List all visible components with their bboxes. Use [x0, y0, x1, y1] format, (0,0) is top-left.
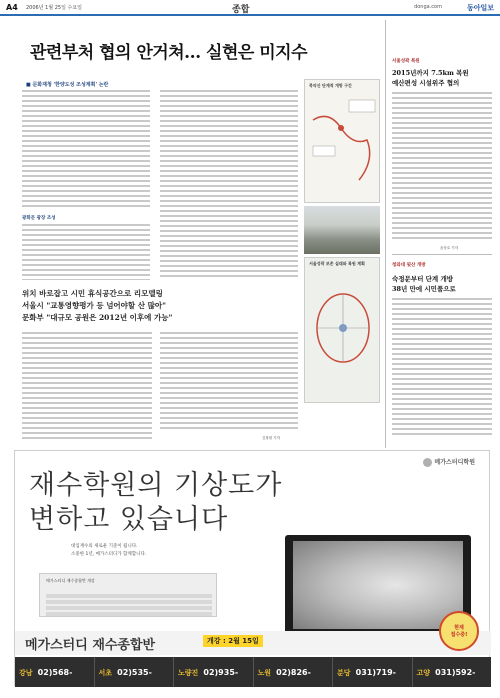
branch-item[interactable] — [15, 657, 95, 696]
sidebar-text — [392, 298, 492, 438]
ad-copy-line: 대입재수의 새로운 기준이 됩니다. — [71, 544, 138, 549]
map-graphic — [305, 80, 381, 204]
offer-lines — [46, 594, 212, 618]
paper-logo: 동아일보 — [466, 4, 494, 12]
offer-title: 메가스터디 재수종합반 개강 — [46, 578, 95, 583]
ad-copy — [71, 543, 146, 559]
branch-name: 노원 — [257, 669, 272, 677]
article-column-4 — [160, 332, 298, 432]
box-label: 광화문 광장 조성 — [22, 216, 56, 221]
headline: 관련부처 협의 안거쳐… 실현은 미지수 — [30, 43, 308, 63]
open-date-badge: 개강 : 2월 15일 — [203, 635, 263, 647]
article-column-1 — [22, 90, 150, 210]
branch-phone: 031)719-3433 — [337, 668, 396, 696]
map-title: 북악산 단계적 개방 구간 — [309, 83, 352, 88]
byline: 김창원 기자 — [262, 436, 281, 440]
page-number: A4 — [6, 3, 18, 12]
deck-line: 위치 바로잡고 시민 휴식공간으로 리모델링 — [22, 289, 163, 298]
branch-name: 고양 — [416, 669, 431, 677]
ad-headline — [29, 469, 282, 537]
website: donga.com — [414, 4, 442, 10]
byline: 윤상호 기자 — [440, 246, 459, 250]
issue-date: 2006년 1월 25일 수요일 — [26, 5, 83, 11]
sidebar-headline-line: 38년 만에 시민품으로 — [392, 285, 456, 293]
map-title: 서울성곽 보존 실태와 복원 계획 — [309, 261, 365, 266]
masthead — [0, 0, 500, 16]
branch-item[interactable] — [174, 657, 254, 696]
column-divider — [385, 20, 386, 448]
map-wall — [304, 257, 380, 403]
branch-item[interactable] — [254, 657, 334, 696]
branch-name: 강남 — [19, 669, 33, 677]
article-column-3 — [22, 332, 152, 442]
box-text — [22, 224, 150, 280]
sidebar-headline — [392, 274, 492, 294]
branch-item[interactable] — [413, 657, 492, 696]
branch-phone: 02)935-3378 — [178, 668, 239, 696]
badge-line: 접수중! — [450, 632, 468, 638]
article-column-2 — [160, 90, 298, 280]
section-name: 종합 — [232, 5, 250, 15]
map-trail — [304, 79, 380, 203]
sidebar-headline-line: 숙정문부터 단계 개방 — [392, 275, 454, 283]
ad-logo-text: 메가스터디학원 — [434, 459, 475, 466]
branch-name: 분당 — [337, 669, 351, 677]
ad-copy-line: 소중한 1년, 메가스터디가 함께합니다. — [71, 552, 147, 557]
sidebar-headline-line: 2015년까지 7.5km 복원 — [392, 69, 469, 77]
sidebar-headline-line: 예산편성 시설위주 협의 — [392, 79, 460, 87]
ad-brand: 메가스터디 재수종합반 — [25, 638, 156, 653]
sidebar-label: 서울성곽 복원 — [392, 59, 420, 64]
branch-item[interactable] — [333, 657, 413, 696]
branch-phone: 02)826-1800 — [257, 668, 311, 696]
weather-map-screen — [293, 541, 463, 629]
advertisement[interactable] — [14, 450, 490, 696]
badge-line: 현재 — [454, 625, 464, 631]
ad-headline-line: 변하고 있습니다 — [29, 504, 229, 535]
branch-phone: 02)568-3800 — [19, 668, 73, 696]
subhead: ■ 문화재청 '한양도성 조성계획' 논란 — [26, 82, 109, 88]
branch-list — [15, 657, 491, 696]
sidebar-label: 청와대 뒷산 개방 — [392, 263, 426, 268]
sidebar-headline — [392, 68, 492, 88]
branch-phone: 02)535-5678 — [98, 668, 152, 696]
ad-logo — [423, 457, 475, 467]
deck-line: 문화부 "대규모 공원은 2012년 이후에 가능" — [22, 313, 173, 322]
sidebar-divider — [392, 254, 492, 255]
deck-line: 서울시 "교통영향평가 등 넘어야할 산 많아" — [22, 301, 167, 310]
logo-mark-icon — [423, 458, 432, 467]
map-graphic — [305, 258, 381, 404]
branch-item[interactable] — [95, 657, 175, 696]
branch-name: 서초 — [98, 669, 113, 677]
sidebar-text — [392, 92, 492, 242]
branch-name: 노량진 — [178, 669, 199, 677]
enroll-badge — [439, 611, 479, 651]
offer-box — [39, 573, 217, 617]
deck-headlines — [22, 288, 292, 324]
ad-brand-bar — [15, 631, 491, 655]
branch-phone: 031)592-3333 — [416, 668, 476, 696]
fortress-photo — [304, 206, 380, 254]
ad-headline-line: 재수학원의 기상도가 — [29, 470, 283, 501]
